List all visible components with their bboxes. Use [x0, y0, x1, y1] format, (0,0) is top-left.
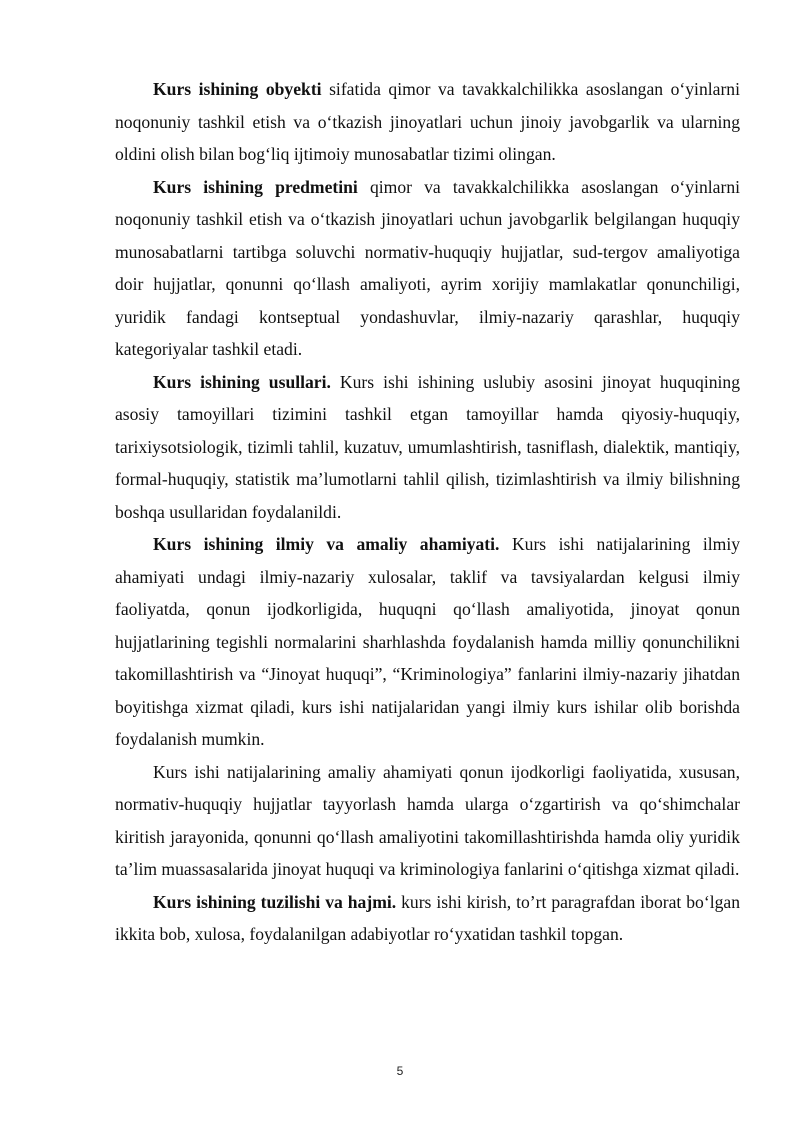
paragraph-heading: Kurs ishining usullari.	[153, 371, 331, 392]
paragraph-significance	[115, 528, 740, 756]
page-number: 5	[396, 1064, 404, 1078]
paragraph-heading: Kurs ishining predmetini	[153, 176, 358, 197]
paragraph-heading: Kurs ishining ilmiy va amaliy ahamiyati.	[153, 534, 500, 554]
paragraph-methods	[115, 366, 740, 529]
paragraph-text: qimor va tavakkalchilikka asoslangan o‘yinlarni noqonuniy tashkil etish va o‘tkazish jinoyatlari uchun javobgarlik belgilangan huquqiy munosabatlarni tartibga soluvchi normativ-huquqiy hujjatlar, sud-tergov amaliyotiga doir hujjatlar, qonunni qo‘llash amaliyoti, ayrim xorijiy mamlakatlar qonunchiligi, yuridik fandagi kontseptual yondashuvlar, ilmiy-nazariy qarashlar, huquqiy kategoriyalar tashkil etadi.	[115, 176, 740, 359]
paragraph-heading: Kurs ishining obyekti	[153, 79, 322, 99]
paragraph-structure	[115, 886, 740, 951]
paragraph-text: Kurs ishi natijalarining ilmiy ahamiyati undagi ilmiy-nazariy xulosalar, taklif va tavsiyalardan kelgusi ilmiy faoliyatda, qonun ijodkorligida, huquqni qo‘llash amaliyotida, jinoyat qonun hujjatlarining tegishli normalarini sharhlashda foydalanish hamda milliy qonunchilikni takomillashtirish va “Jinoyat huquqi”, “Kriminologiya” fanlarini ilmiy-nazariy jihatdan boyitishga xizmat qiladi, kurs ishi natijalaridan yangi ilmiy kurs ishilar olib borishda foydalanish mumkin.	[115, 534, 740, 749]
paragraph-text: Kurs ishi natijalarining amaliy ahamiyati qonun ijodkorligi faoliyatida, xususan, normativ-huquqiy hujjatlar tayyorlash hamda ularga o‘zgartirish va qo‘shimchalar kiritish jarayonida, qonunni qo‘llash amaliyotini takomillashtirishda hamda oliy yuridik ta’lim muassasalarida jinoyat huquqi va kriminologiya fanlarini o‘qitishga xizmat qiladi.	[115, 761, 740, 879]
paragraph-text: kurs ishi kirish, to’rt paragrafdan iborat bo‘lgan ikkita bob, xulosa, foydalanilgan adabiyotlar ro‘yxatidan tashkil topgan.	[115, 891, 740, 944]
paragraph-heading: Kurs ishining tuzilishi va hajmi.	[153, 891, 397, 912]
paragraph-subject	[115, 171, 740, 366]
paragraph-practical-significance	[115, 756, 740, 886]
paragraph-text: sifatida qimor va tavakkalchilikka asoslangan o‘yinlarni noqonuniy tashkil etish va o‘tkazish jinoyatlari uchun jinoiy javobgarlik va ularning oldini olish bilan bog‘liq ijtimoiy munosabatlar tizimi olingan.	[115, 79, 740, 164]
paragraph-text: Kurs ishi ishining uslubiy asosini jinoyat huquqining asosiy tamoyillari tizimini tashkil etgan tamoyillar hamda qiyosiy-huquqiy, tarixiysotsiologik, tizimli tahlil, kuzatuv, umumlashtirish, tasniflash, dialektik, mantiqiy, formal-huquqiy, statistik ma’lumotlarni tahlil qilish, tizimlashtirish va ilmiy bilishning boshqa usullaridan foydalanildi.	[115, 371, 740, 522]
document-body	[115, 73, 740, 951]
paragraph-object	[115, 73, 740, 171]
